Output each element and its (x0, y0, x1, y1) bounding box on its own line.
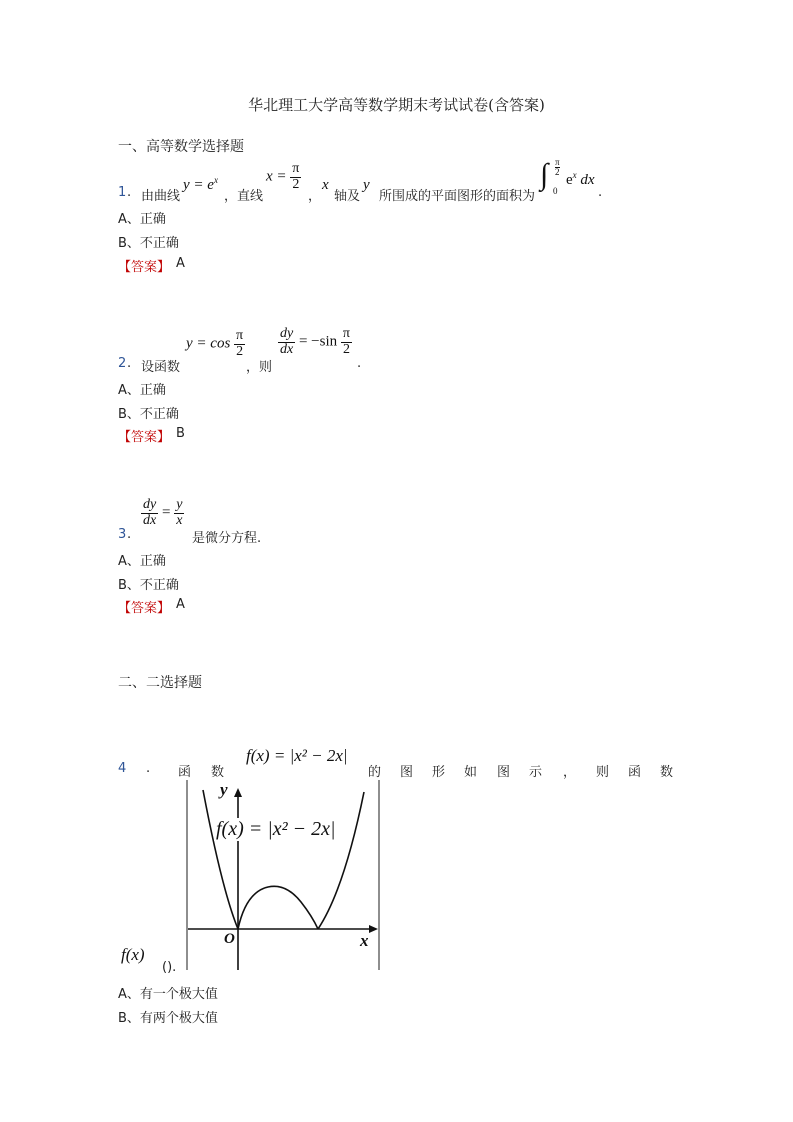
question-text: 图 (400, 765, 414, 780)
question-text: (). (162, 960, 177, 975)
curve-right-branch (318, 792, 364, 929)
question-text: 函 (178, 765, 192, 780)
answer-value: A (176, 597, 185, 612)
answer-value: A (176, 256, 185, 271)
section-heading-2: 二、二选择题 (118, 675, 202, 691)
curve-left-branch (203, 790, 238, 929)
question-text: ，直线 (224, 189, 264, 204)
question-text: . (598, 185, 603, 200)
formula-y: y (363, 177, 370, 193)
question-text: 轴及 (334, 189, 361, 204)
formula-fx: f(x) (121, 945, 145, 964)
question-text: ， (563, 765, 577, 780)
formula-x: x (322, 177, 329, 193)
option-a: A、有一个极大值 (118, 987, 218, 1002)
question-number-dot: . (146, 761, 151, 776)
option-b: B、不正确 (118, 407, 179, 422)
question-text: 图 (497, 765, 511, 780)
answer-value: B (176, 426, 185, 441)
formula-derivative: $\frac{dy}{dx}$ = −sin $\frac{\pi}{2}$ (280, 326, 350, 357)
graph-x-label: x (360, 931, 369, 950)
question-number: 4 (118, 761, 127, 776)
formula-function: f(x) = |x² − 2x| (246, 746, 348, 765)
question-text: 数 (211, 765, 225, 780)
y-axis-arrow (234, 788, 242, 797)
question-number-dot: . (127, 185, 132, 200)
question-text: 设函数 (141, 360, 181, 375)
question-number: 3 (118, 527, 127, 542)
option-a: A、正确 (118, 383, 166, 398)
option-a: A、正确 (118, 554, 166, 569)
option-b: B、不正确 (118, 578, 179, 593)
option-b: B、有两个极大值 (118, 1011, 218, 1026)
answer-label: 【答案】 (118, 260, 171, 275)
graph-origin-label: O (224, 931, 235, 947)
answer-label: 【答案】 (118, 601, 171, 616)
question-text: ， (308, 189, 322, 204)
formula-differential-equation: $\frac{dy}{dx}$ = $\frac{y}{x}$ (143, 497, 183, 528)
section-heading-1: 一、高等数学选择题 (118, 139, 244, 155)
formula-curve: $y = e^x$ (183, 175, 218, 193)
question-text: 函 (628, 765, 642, 780)
function-graph (186, 780, 380, 970)
question-text: 的 (368, 765, 382, 780)
option-a: A、正确 (118, 212, 166, 227)
curve-middle-hump (238, 886, 318, 929)
x-axis-arrow (369, 925, 378, 933)
question-number-dot: . (127, 527, 132, 542)
question-text: 数 (660, 765, 674, 780)
question-text: 则 (596, 765, 610, 780)
question-number: 1 (118, 185, 127, 200)
page-title: 华北理工大学高等数学期末考试试卷(含答案) (248, 96, 545, 114)
function-graph-svg (186, 780, 380, 970)
question-text: 形 (432, 765, 446, 780)
question-text: . (357, 356, 362, 371)
formula-line: x = $\frac{\pi}{2}$ (266, 161, 300, 192)
graph-formula: f(x) = |x² − 2x| (216, 818, 336, 840)
option-b: B、不正确 (118, 236, 179, 251)
question-number-dot: . (127, 356, 132, 371)
question-text: 是微分方程. (192, 531, 262, 546)
question-text: ，则 (246, 360, 273, 375)
question-number: 2 (118, 356, 127, 371)
question-text: 如 (464, 765, 478, 780)
question-text: 由曲线 (141, 189, 181, 204)
graph-y-label: y (220, 780, 228, 799)
answer-label: 【答案】 (118, 430, 171, 445)
formula-function: y = cos $\frac{\pi}{2}$ (186, 328, 244, 359)
question-text: 所围成的平面图形的面积为 (379, 189, 536, 204)
question-text: 示 (529, 765, 543, 780)
